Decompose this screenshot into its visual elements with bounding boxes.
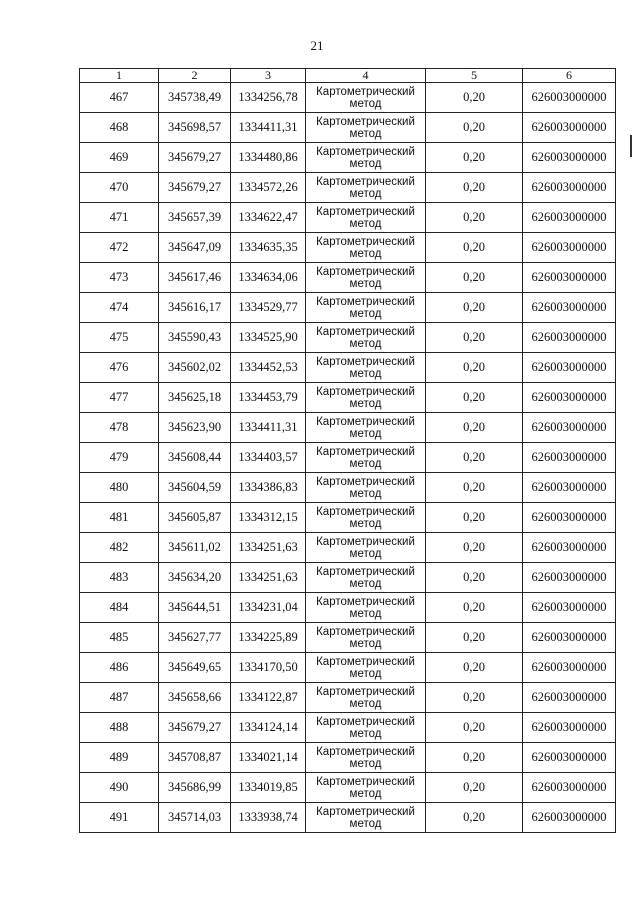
method-cell: Картометрический метод (306, 263, 426, 293)
code-cell: 626003000000 (523, 743, 616, 773)
y-coordinate-cell: 1334622,47 (231, 203, 306, 233)
x-coordinate-cell: 345604,59 (159, 473, 231, 503)
x-coordinate-cell: 345602,02 (159, 353, 231, 383)
point-number-cell: 491 (80, 803, 159, 833)
page-number: 21 (310, 38, 324, 53)
y-coordinate-cell: 1334411,31 (231, 113, 306, 143)
method-cell: Картометрический метод (306, 803, 426, 833)
code-cell: 626003000000 (523, 623, 616, 653)
y-coordinate-cell: 1334572,26 (231, 173, 306, 203)
point-number-cell: 487 (80, 683, 159, 713)
coordinates-table (79, 68, 616, 833)
x-coordinate-cell: 345679,27 (159, 173, 231, 203)
accuracy-cell: 0,20 (426, 263, 523, 293)
accuracy-cell: 0,20 (426, 683, 523, 713)
x-coordinate-cell: 345679,27 (159, 143, 231, 173)
table-row (80, 443, 616, 473)
table-row (80, 143, 616, 173)
y-coordinate-cell: 1334231,04 (231, 593, 306, 623)
accuracy-cell: 0,20 (426, 563, 523, 593)
x-coordinate-cell: 345714,03 (159, 803, 231, 833)
method-cell: Картометрический метод (306, 203, 426, 233)
y-coordinate-cell: 1334251,63 (231, 533, 306, 563)
point-number-cell: 489 (80, 743, 159, 773)
y-coordinate-cell: 1334386,83 (231, 473, 306, 503)
accuracy-cell: 0,20 (426, 443, 523, 473)
code-cell: 626003000000 (523, 443, 616, 473)
code-cell: 626003000000 (523, 233, 616, 263)
accuracy-cell: 0,20 (426, 713, 523, 743)
point-number-cell: 490 (80, 773, 159, 803)
y-coordinate-cell: 1334019,85 (231, 773, 306, 803)
x-coordinate-cell: 345658,66 (159, 683, 231, 713)
table-row (80, 353, 616, 383)
y-coordinate-cell: 1334525,90 (231, 323, 306, 353)
point-number-cell: 483 (80, 563, 159, 593)
method-cell: Картометрический метод (306, 413, 426, 443)
point-number-cell: 475 (80, 323, 159, 353)
point-number-cell: 469 (80, 143, 159, 173)
point-number-cell: 478 (80, 413, 159, 443)
method-cell: Картометрический метод (306, 743, 426, 773)
code-cell: 626003000000 (523, 263, 616, 293)
x-coordinate-cell: 345611,02 (159, 533, 231, 563)
accuracy-cell: 0,20 (426, 593, 523, 623)
y-coordinate-cell: 1334529,77 (231, 293, 306, 323)
x-coordinate-cell: 345647,09 (159, 233, 231, 263)
table-row (80, 203, 616, 233)
table-row (80, 743, 616, 773)
table-row (80, 713, 616, 743)
method-cell: Картометрический метод (306, 323, 426, 353)
accuracy-cell: 0,20 (426, 743, 523, 773)
method-cell: Картометрический метод (306, 653, 426, 683)
table-row (80, 593, 616, 623)
code-cell: 626003000000 (523, 683, 616, 713)
table-row (80, 293, 616, 323)
x-coordinate-cell: 345625,18 (159, 383, 231, 413)
accuracy-cell: 0,20 (426, 623, 523, 653)
accuracy-cell: 0,20 (426, 173, 523, 203)
code-cell: 626003000000 (523, 323, 616, 353)
x-coordinate-cell: 345644,51 (159, 593, 231, 623)
x-coordinate-cell: 345649,65 (159, 653, 231, 683)
code-cell: 626003000000 (523, 143, 616, 173)
code-cell: 626003000000 (523, 83, 616, 113)
header-cell: 4 (306, 69, 426, 83)
code-cell: 626003000000 (523, 653, 616, 683)
point-number-cell: 468 (80, 113, 159, 143)
y-coordinate-cell: 1334021,14 (231, 743, 306, 773)
table-row (80, 683, 616, 713)
code-cell: 626003000000 (523, 773, 616, 803)
x-coordinate-cell: 345627,77 (159, 623, 231, 653)
header-cell: 6 (523, 69, 616, 83)
table-row (80, 533, 616, 563)
method-cell: Картометрический метод (306, 233, 426, 263)
header-cell: 2 (159, 69, 231, 83)
table-row (80, 473, 616, 503)
accuracy-cell: 0,20 (426, 533, 523, 563)
header-cell: 5 (426, 69, 523, 83)
x-coordinate-cell: 345608,44 (159, 443, 231, 473)
point-number-cell: 482 (80, 533, 159, 563)
point-number-cell: 477 (80, 383, 159, 413)
table-row (80, 803, 616, 833)
point-number-cell: 472 (80, 233, 159, 263)
point-number-cell: 474 (80, 293, 159, 323)
x-coordinate-cell: 345686,99 (159, 773, 231, 803)
accuracy-cell: 0,20 (426, 773, 523, 803)
table-row (80, 623, 616, 653)
accuracy-cell: 0,20 (426, 323, 523, 353)
point-number-cell: 467 (80, 83, 159, 113)
point-number-cell: 488 (80, 713, 159, 743)
accuracy-cell: 0,20 (426, 203, 523, 233)
method-cell: Картометрический метод (306, 113, 426, 143)
table-row (80, 563, 616, 593)
accuracy-cell: 0,20 (426, 113, 523, 143)
table-row (80, 233, 616, 263)
accuracy-cell: 0,20 (426, 293, 523, 323)
x-coordinate-cell: 345634,20 (159, 563, 231, 593)
code-cell: 626003000000 (523, 173, 616, 203)
method-cell: Картометрический метод (306, 353, 426, 383)
accuracy-cell: 0,20 (426, 473, 523, 503)
method-cell: Картометрический метод (306, 623, 426, 653)
method-cell: Картометрический метод (306, 383, 426, 413)
x-coordinate-cell: 345708,87 (159, 743, 231, 773)
code-cell: 626003000000 (523, 593, 616, 623)
point-number-cell: 479 (80, 443, 159, 473)
code-cell: 626003000000 (523, 203, 616, 233)
method-cell: Картометрический метод (306, 593, 426, 623)
method-cell: Картометрический метод (306, 683, 426, 713)
accuracy-cell: 0,20 (426, 353, 523, 383)
point-number-cell: 471 (80, 203, 159, 233)
point-number-cell: 473 (80, 263, 159, 293)
accuracy-cell: 0,20 (426, 803, 523, 833)
table-row (80, 113, 616, 143)
x-coordinate-cell: 345698,57 (159, 113, 231, 143)
y-coordinate-cell: 1334453,79 (231, 383, 306, 413)
table-row (80, 323, 616, 353)
code-cell: 626003000000 (523, 533, 616, 563)
point-number-cell: 476 (80, 353, 159, 383)
code-cell: 626003000000 (523, 803, 616, 833)
y-coordinate-cell: 1334122,87 (231, 683, 306, 713)
table-row (80, 263, 616, 293)
accuracy-cell: 0,20 (426, 143, 523, 173)
method-cell: Картометрический метод (306, 173, 426, 203)
code-cell: 626003000000 (523, 563, 616, 593)
header-cell: 1 (80, 69, 159, 83)
x-coordinate-cell: 345590,43 (159, 323, 231, 353)
code-cell: 626003000000 (523, 473, 616, 503)
y-coordinate-cell: 1334124,14 (231, 713, 306, 743)
y-coordinate-cell: 1334634,06 (231, 263, 306, 293)
table-row (80, 413, 616, 443)
y-coordinate-cell: 1334256,78 (231, 83, 306, 113)
y-coordinate-cell: 1334225,89 (231, 623, 306, 653)
margin-mark (630, 135, 632, 157)
x-coordinate-cell: 345738,49 (159, 83, 231, 113)
point-number-cell: 486 (80, 653, 159, 683)
point-number-cell: 481 (80, 503, 159, 533)
header-row (80, 69, 616, 83)
y-coordinate-cell: 1334452,53 (231, 353, 306, 383)
code-cell: 626003000000 (523, 293, 616, 323)
accuracy-cell: 0,20 (426, 413, 523, 443)
code-cell: 626003000000 (523, 413, 616, 443)
y-coordinate-cell: 1334251,63 (231, 563, 306, 593)
header-cell: 3 (231, 69, 306, 83)
method-cell: Картометрический метод (306, 293, 426, 323)
x-coordinate-cell: 345679,27 (159, 713, 231, 743)
code-cell: 626003000000 (523, 113, 616, 143)
method-cell: Картометрический метод (306, 713, 426, 743)
point-number-cell: 480 (80, 473, 159, 503)
y-coordinate-cell: 1334312,15 (231, 503, 306, 533)
table-row (80, 173, 616, 203)
y-coordinate-cell: 1334411,31 (231, 413, 306, 443)
x-coordinate-cell: 345657,39 (159, 203, 231, 233)
method-cell: Картометрический метод (306, 533, 426, 563)
table-row (80, 773, 616, 803)
method-cell: Картометрический метод (306, 83, 426, 113)
y-coordinate-cell: 1334170,50 (231, 653, 306, 683)
x-coordinate-cell: 345616,17 (159, 293, 231, 323)
method-cell: Картометрический метод (306, 563, 426, 593)
method-cell: Картометрический метод (306, 443, 426, 473)
table-row (80, 83, 616, 113)
accuracy-cell: 0,20 (426, 503, 523, 533)
accuracy-cell: 0,20 (426, 233, 523, 263)
y-coordinate-cell: 1334635,35 (231, 233, 306, 263)
y-coordinate-cell: 1334480,86 (231, 143, 306, 173)
table-row (80, 653, 616, 683)
method-cell: Картометрический метод (306, 773, 426, 803)
code-cell: 626003000000 (523, 383, 616, 413)
point-number-cell: 484 (80, 593, 159, 623)
method-cell: Картометрический метод (306, 143, 426, 173)
table-row (80, 383, 616, 413)
point-number-cell: 485 (80, 623, 159, 653)
accuracy-cell: 0,20 (426, 653, 523, 683)
x-coordinate-cell: 345623,90 (159, 413, 231, 443)
x-coordinate-cell: 345605,87 (159, 503, 231, 533)
y-coordinate-cell: 1334403,57 (231, 443, 306, 473)
code-cell: 626003000000 (523, 713, 616, 743)
code-cell: 626003000000 (523, 353, 616, 383)
method-cell: Картометрический метод (306, 473, 426, 503)
point-number-cell: 470 (80, 173, 159, 203)
table-row (80, 503, 616, 533)
accuracy-cell: 0,20 (426, 383, 523, 413)
y-coordinate-cell: 1333938,74 (231, 803, 306, 833)
code-cell: 626003000000 (523, 503, 616, 533)
accuracy-cell: 0,20 (426, 83, 523, 113)
x-coordinate-cell: 345617,46 (159, 263, 231, 293)
method-cell: Картометрический метод (306, 503, 426, 533)
